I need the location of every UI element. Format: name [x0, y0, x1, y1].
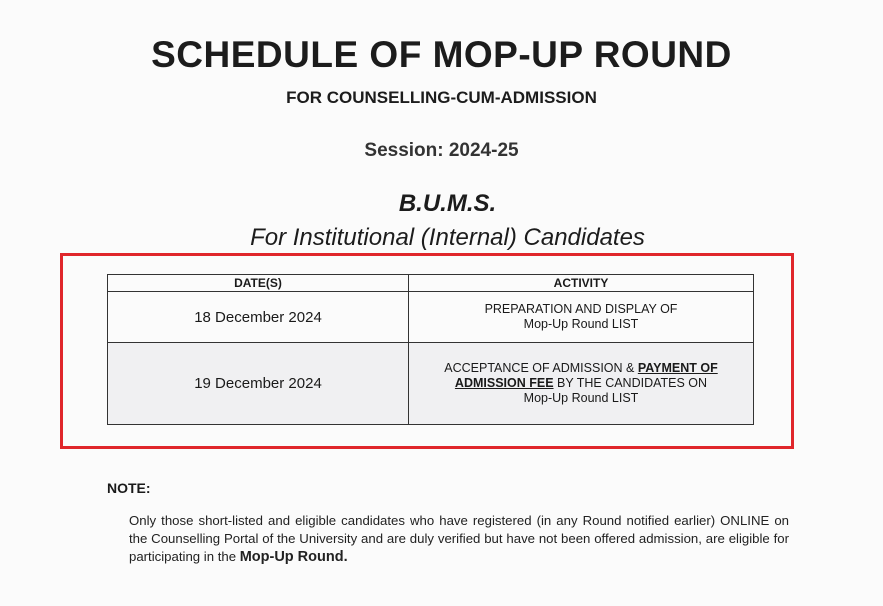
candidate-category: For Institutional (Internal) Candidates — [250, 224, 645, 251]
note-emphasis: Mop-Up Round. — [239, 549, 348, 565]
activity-emphasis: ADMISSION FEE — [454, 376, 554, 390]
note-text — [129, 512, 789, 566]
note-label: NOTE: — [107, 480, 151, 496]
activity-text: BY THE CANDIDATES ON — [553, 376, 708, 390]
activity-cell — [409, 292, 754, 343]
schedule-table — [107, 274, 754, 425]
header-activity: ACTIVITY — [409, 275, 754, 292]
page-title: SCHEDULE OF MOP-UP ROUND — [151, 34, 732, 75]
note-body: Only those short-listed and eligible candidates who have registered (in any Round notified earlier) ONLINE on the Counselling Portal of the University and are duly verified but have not been offered admission, are eligible for participating in the — [129, 513, 789, 564]
date-cell: 19 December 2024 — [108, 343, 409, 425]
activity-line: Mop-Up Round LIST — [523, 391, 639, 405]
course-name: B.U.M.S. — [398, 190, 497, 217]
page-subtitle: FOR COUNSELLING-CUM-ADMISSION — [286, 88, 597, 107]
table-header-row — [108, 275, 754, 292]
activity-line: Mop-Up Round LIST — [523, 317, 639, 331]
table-row — [108, 343, 754, 425]
activity-cell — [409, 343, 754, 425]
activity-line: PREPARATION AND DISPLAY OF — [484, 302, 678, 316]
activity-emphasis: PAYMENT OF — [637, 361, 718, 375]
activity-text: ACCEPTANCE OF ADMISSION & — [444, 361, 638, 375]
table-row — [108, 292, 754, 343]
header-dates: DATE(S) — [108, 275, 409, 292]
date-cell: 18 December 2024 — [108, 292, 409, 343]
session-label: Session: 2024-25 — [364, 140, 519, 161]
